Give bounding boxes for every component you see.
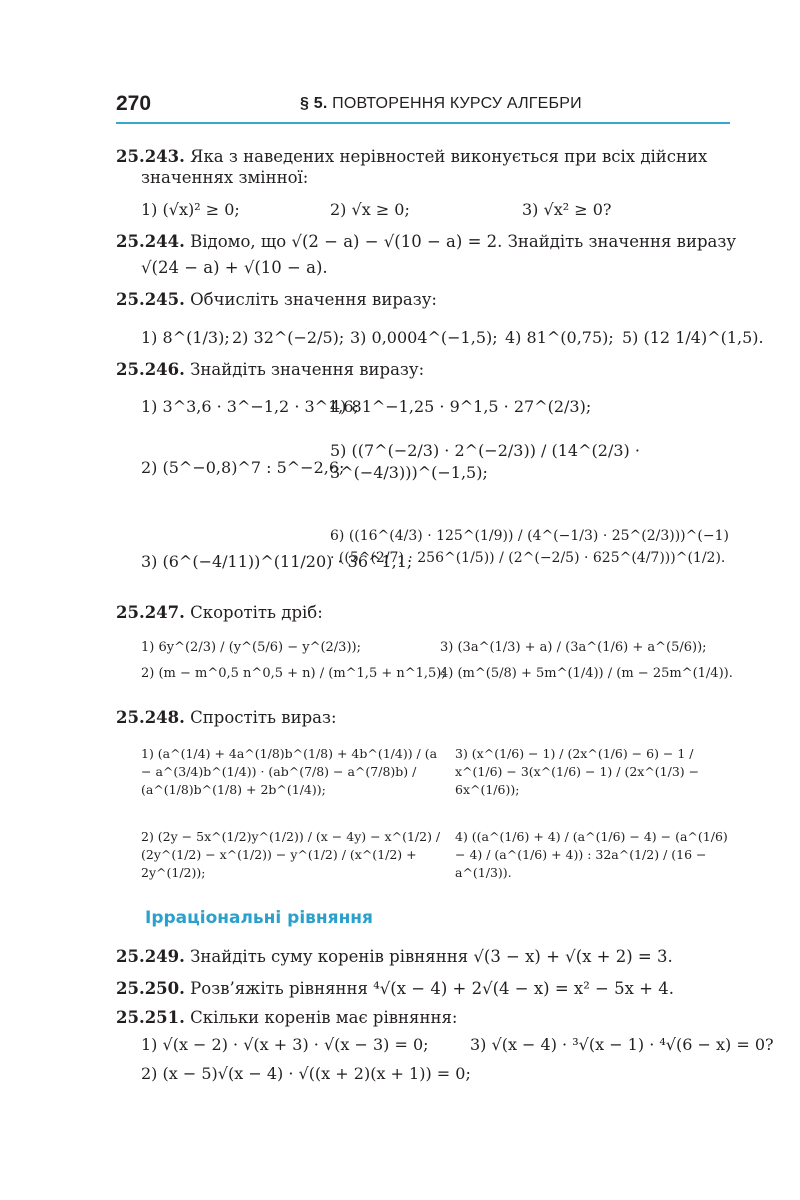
section-marker: § 5. — [300, 95, 328, 112]
option-4: 4) 81^−1,25 · 9^1,5 · 27^(2/3); — [330, 397, 592, 416]
problem-number: 25.246. — [116, 360, 185, 379]
option-4: 4) ((a^(1/6) + 4) / (a^(1/6) − 4) − (a^(1/6) − 4) / (a^(1/6) + 4)) : 32a^(1/2) / (16 − a^(1/3)). — [455, 829, 728, 880]
option-5: 5) ((7^(−2/3) · 2^(−2/3)) / (14^(2/3) · 3^(−4/3)))^(−1,5); — [330, 441, 640, 482]
option-1: 1) (√x)² ≥ 0; — [141, 200, 240, 219]
option-5: 5) (12 1/4)^(1,5). — [622, 328, 764, 347]
problem-247 — [116, 603, 323, 623]
option-4: 4) (m^(5/8) + 5m^(1/4)) / (m − 25m^(1/4)). — [440, 666, 733, 681]
option-2: 2) (m − m^0,5 n^0,5 + n) / (m^1,5 + n^1,5); — [141, 666, 446, 681]
problem-text: Знайдіть суму коренів рівняння √(3 − x) + √(x + 2) = 3. — [190, 947, 673, 966]
problem-text: Скільки коренів має рівняння: — [190, 1008, 458, 1027]
problem-text: Спростіть вираз: — [190, 708, 337, 727]
option-3: 3) √(x − 4) · ³√(x − 1) · ⁴√(6 − x) = 0? — [470, 1035, 774, 1054]
problem-246 — [116, 360, 424, 380]
option-3: 3) (6^(−4/11))^(11/20) · 36^1,1; — [141, 552, 413, 571]
problem-249 — [116, 947, 673, 967]
problem-243 — [116, 147, 707, 167]
header-rule — [116, 122, 730, 124]
option-2: 2) (x − 5)√(x − 4) · √((x + 2)(x + 1)) = 0; — [141, 1064, 471, 1083]
problem-number: 25.243. — [116, 147, 185, 166]
section-title: Ірраціональні рівняння — [145, 908, 373, 928]
option-1: 1) 3^3,6 · 3^−1,2 · 3^1,6; — [141, 397, 359, 416]
option-6: 6) ((16^(4/3) · 125^(1/9)) / (4^(−1/3) · 25^(2/3)))^(−1) · ((5^(2/7) · 256^(1/5)) / (2^(−2/5) · 625^(4/7)))^(1/2). — [330, 528, 729, 566]
problem-number: 25.249. — [116, 947, 185, 966]
option-3: 3) (3a^(1/3) + a) / (3a^(1/6) + a^(5/6)); — [440, 640, 707, 655]
problem-number: 25.248. — [116, 708, 185, 727]
problem-248 — [116, 708, 337, 728]
problem-number: 25.251. — [116, 1008, 185, 1027]
chapter-header — [300, 95, 582, 113]
option-1: 1) √(x − 2) · √(x + 3) · √(x − 3) = 0; — [141, 1035, 429, 1054]
option-3: 3) (x^(1/6) − 1) / (2x^(1/6) − 6) − 1 / x^(1/6) − 3(x^(1/6) − 1) / (2x^(1/3) − 6x^(1/6)); — [455, 746, 700, 797]
option-2: 2) √x ≥ 0; — [330, 200, 410, 219]
problem-text: Знайдіть значення виразу: — [190, 360, 425, 379]
problem-number: 25.244. — [116, 232, 185, 251]
option-1: 1) 6y^(2/3) / (y^(5/6) − y^(2/3)); — [141, 640, 361, 655]
problem-text: Яка з наведених нерівностей виконується при всіх дійсних — [190, 147, 708, 166]
problem-number: 25.247. — [116, 603, 185, 622]
problem-text-cont: значеннях змінної: — [141, 168, 309, 187]
option-4: 4) 81^(0,75); — [505, 328, 614, 347]
problem-text: Скоротіть дріб: — [190, 603, 323, 622]
problem-number: 25.250. — [116, 979, 185, 998]
problem-text-cont: √(24 − a) + √(10 − a). — [141, 258, 328, 277]
problem-text: Обчисліть значення виразу: — [190, 290, 437, 309]
problem-text: Відомо, що √(2 − a) − √(10 − a) = 2. Знайдіть значення виразу — [190, 232, 737, 251]
option-2: 2) (2y − 5x^(1/2)y^(1/2)) / (x − 4y) − x^(1/2) / (2y^(1/2) − x^(1/2)) − y^(1/2) / (x^(1/2) + 2y^(1/2)); — [141, 829, 441, 880]
option-2: 2) (5^−0,8)^7 : 5^−2,6; — [141, 458, 345, 477]
option-1: 1) (a^(1/4) + 4a^(1/8)b^(1/8) + 4b^(1/4)) / (a − a^(3/4)b^(1/4)) · (ab^(7/8) − a^(7/8)b) / (a^(1/8)b^(1/8) + 2b^(1/4)); — [141, 746, 438, 797]
option-2: 2) 32^(−2/5); — [232, 328, 345, 347]
option-3: 3) √x² ≥ 0? — [522, 200, 612, 219]
chapter-title: ПОВТОРЕННЯ КУРСУ АЛГЕБРИ — [332, 95, 582, 112]
problem-251 — [116, 1008, 457, 1028]
option-3: 3) 0,0004^(−1,5); — [350, 328, 498, 347]
page-number: 270 — [116, 92, 152, 115]
problem-244 — [116, 232, 736, 252]
problem-number: 25.245. — [116, 290, 185, 309]
option-1: 1) 8^(1/3); — [141, 328, 230, 347]
problem-250 — [116, 979, 674, 999]
problem-245 — [116, 290, 437, 310]
problem-text: Розв’яжіть рівняння ⁴√(x − 4) + 2√(4 − x) = x² − 5x + 4. — [190, 979, 674, 998]
